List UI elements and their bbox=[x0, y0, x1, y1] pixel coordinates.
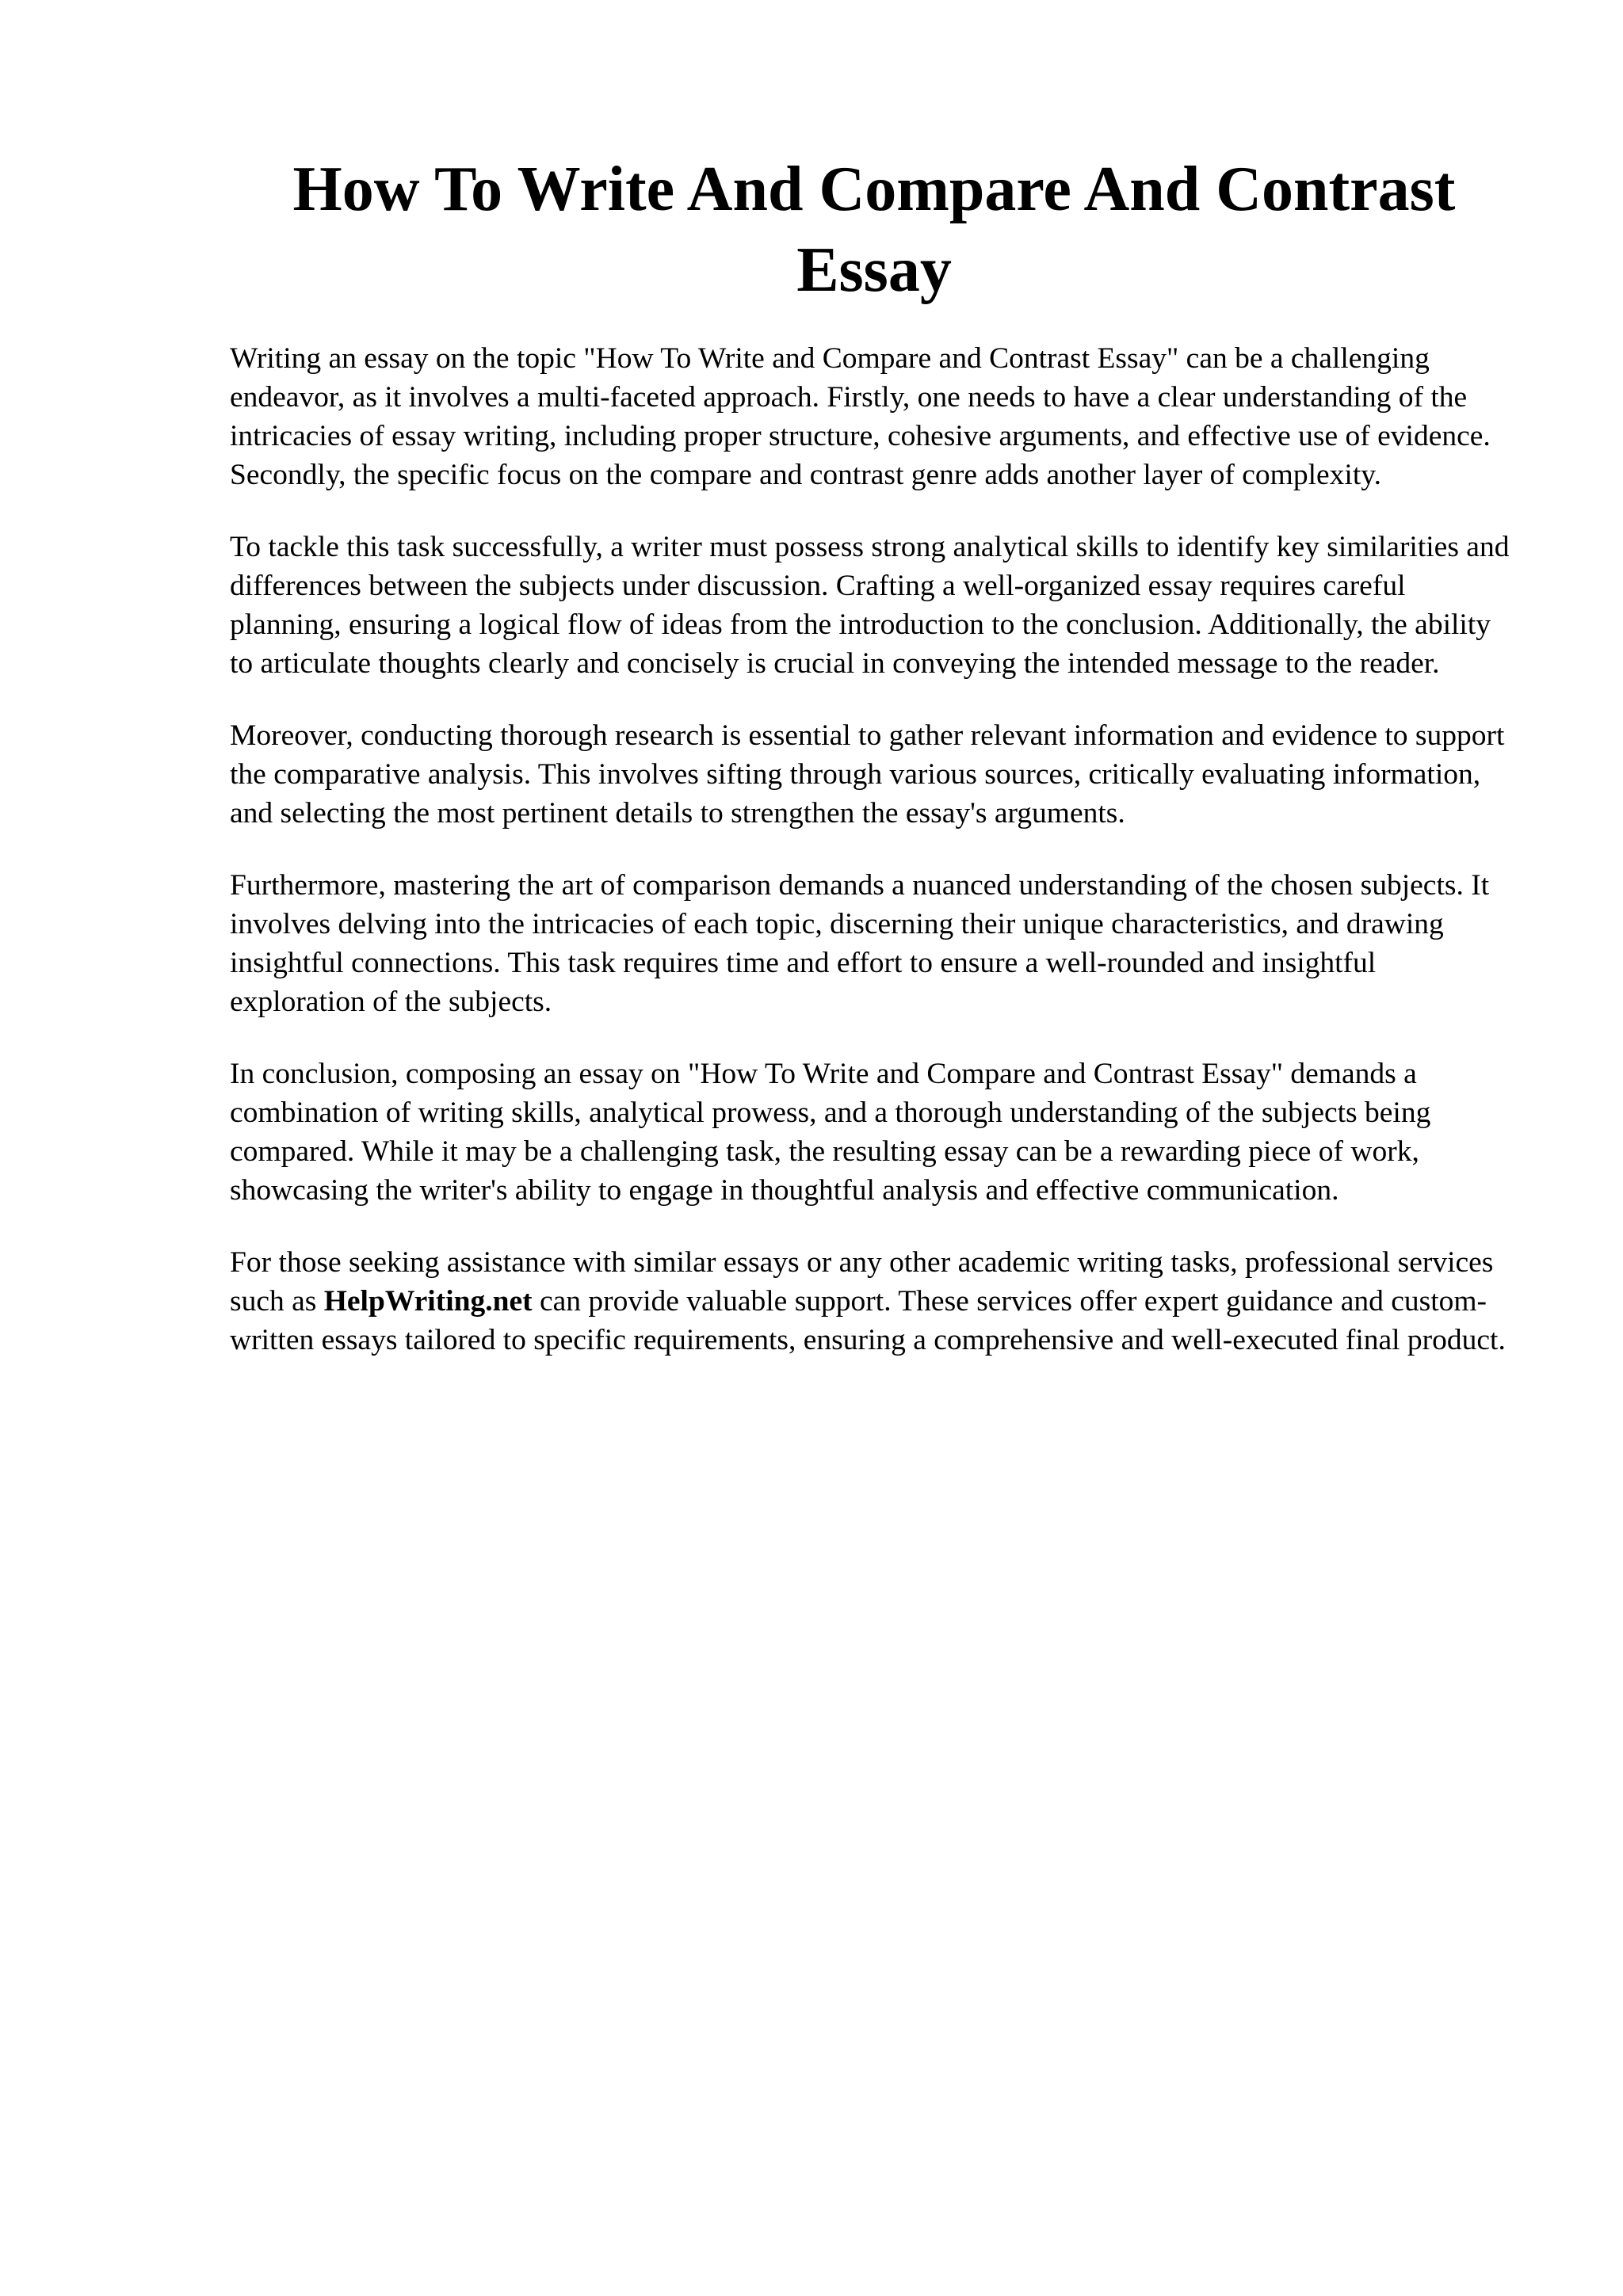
document-body bbox=[230, 339, 1514, 1393]
services-text-after: can provide valuable support. These services offer expert guidance and custom-written essays tailored to specific requirements, ensuring a comprehensive and well-executed final product. bbox=[230, 1285, 1506, 1356]
paragraph-comparison: Furthermore, mastering the art of comparison demands a nuanced understanding of the chosen subjects. It involves delving into the intricacies of each topic, discerning their unique characteristics, and drawing insightful connections. This task requires time and effort to ensure a well-rounded and insightful exploration of the subjects. bbox=[230, 869, 1490, 1018]
paragraph-research: Moreover, conducting thorough research is essential to gather relevant information and evidence to support the comparative analysis. This involves sifting through various sources, critically evaluating information, and selecting the most pertinent details to strengthen the essay's arguments. bbox=[230, 719, 1505, 830]
paragraph-conclusion: In conclusion, composing an essay on "How To Write and Compare and Contrast Essay" demands a combination of writing skills, analytical prowess, and a thorough understanding of the subjects being compared. While it may be a challenging task, the resulting essay can be a rewarding piece of work, showcasing the writer's ability to engage in thoughtful analysis and effective communication. bbox=[230, 1058, 1431, 1207]
brand-name: HelpWriting.net bbox=[323, 1285, 533, 1318]
services-text-before: For those seeking assistance with similar essays or any other academic writing tasks, professional services such as bbox=[230, 1246, 1494, 1318]
paragraph-services bbox=[230, 1243, 1514, 1360]
document-title: How To Write And Compare And Contrast Essay bbox=[292, 154, 1456, 305]
paragraph-intro: Writing an essay on the topic "How To Write and Compare and Contrast Essay" can be a challenging endeavor, as it involves a multi-faceted approach. Firstly, one needs to have a clear understanding of the intricacies of essay writing, including proper structure, cohesive arguments, and effective use of evidence. Secondly, the specific focus on the compare and contrast genre adds another layer of complexity. bbox=[230, 342, 1491, 491]
paragraph-analysis: To tackle this task successfully, a writer must possess strong analytical skills to identify key similarities and differences between the subjects under discussion. Crafting a well-organized essay requires careful planning, ensuring a logical flow of ideas from the introduction to the conclusion. Additionally, the ability to articulate thoughts clearly and concisely is crucial in conveying the intended message to the reader. bbox=[230, 531, 1510, 680]
